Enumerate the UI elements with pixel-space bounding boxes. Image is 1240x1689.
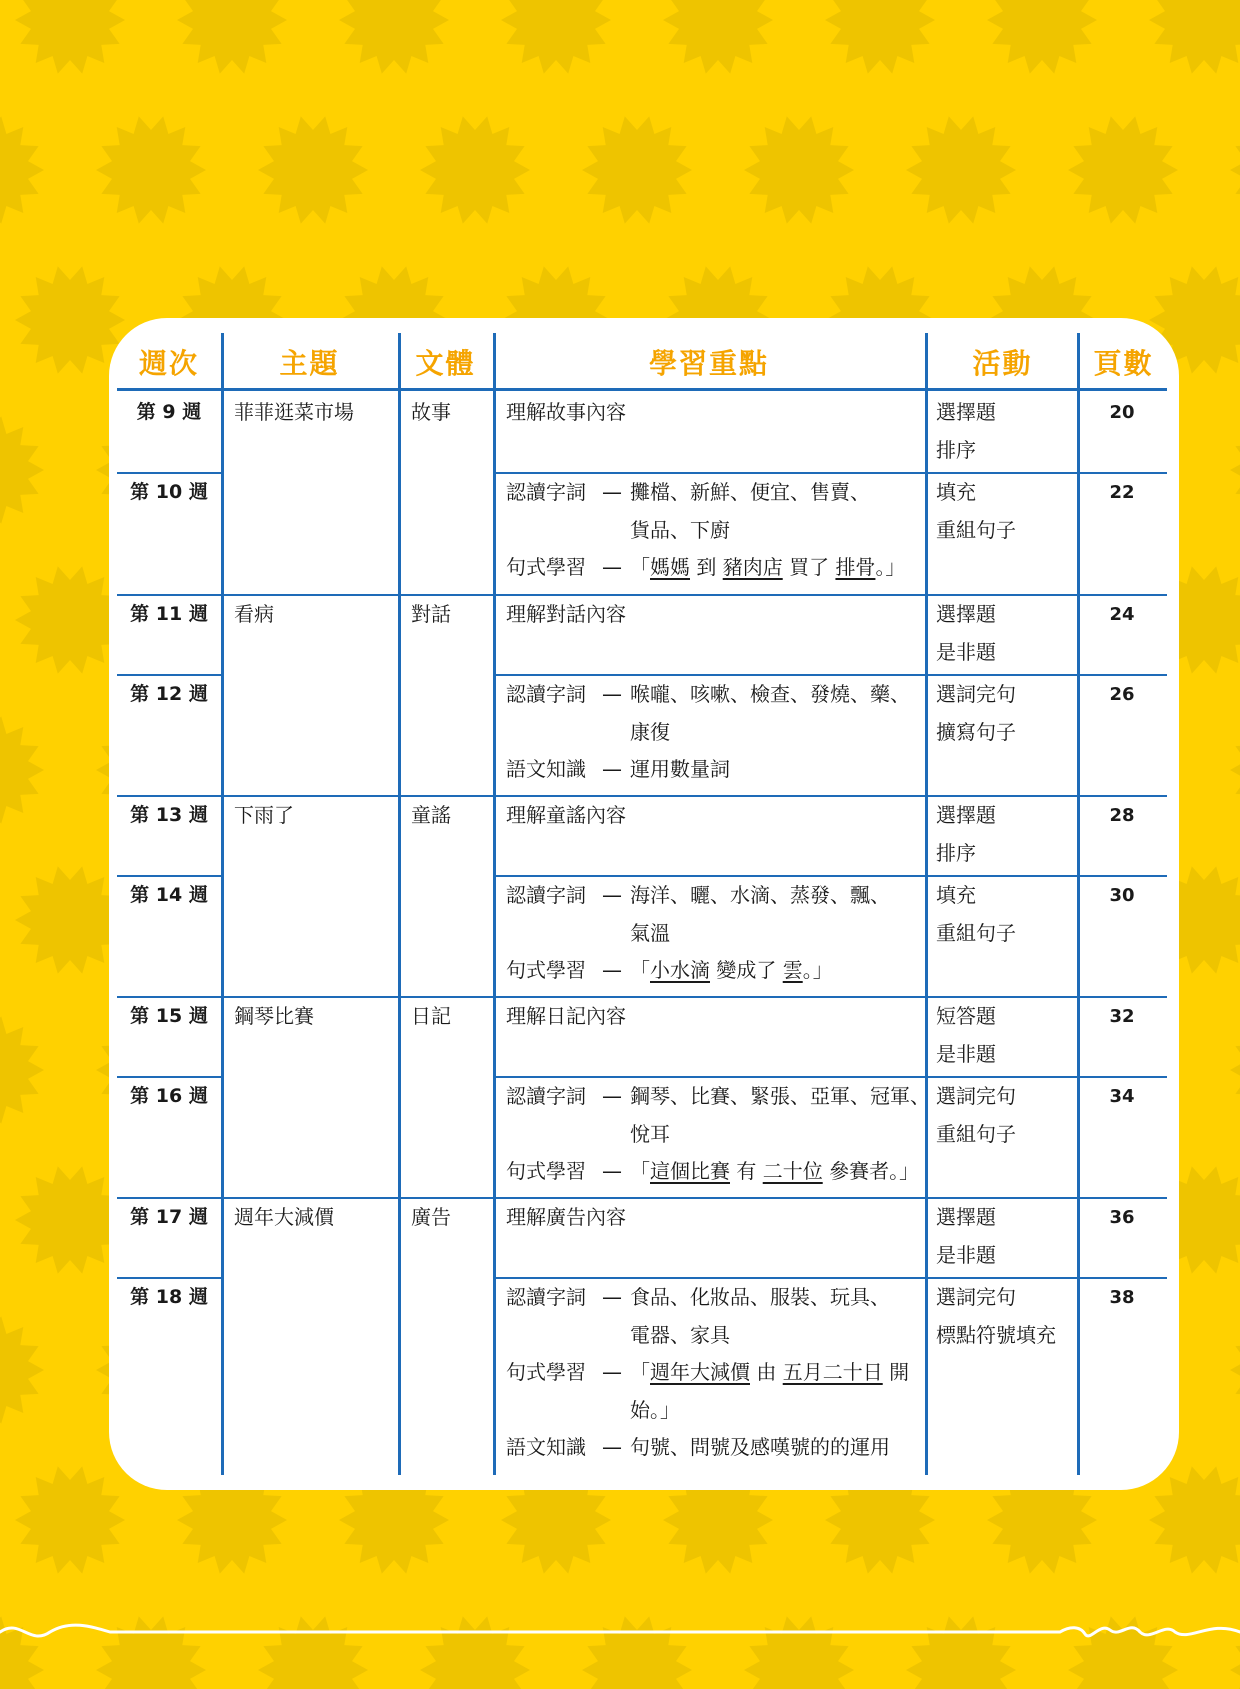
key-point-label: 認讀字詞 <box>506 1285 586 1309</box>
key-point-label: 語文知識 <box>506 1435 586 1459</box>
key-point-label: 認讀字詞 <box>506 480 586 504</box>
flower-shape <box>1068 116 1178 223</box>
key-point-content <box>630 1354 909 1392</box>
sentence-fragment: 「 <box>630 958 650 982</box>
activity-item: 標點符號填充 <box>936 1322 1056 1347</box>
flower-shape <box>15 0 125 74</box>
genre-cell: 日記 <box>411 1004 451 1028</box>
flower-shape <box>1230 1316 1240 1423</box>
key-point-row <box>506 474 870 512</box>
key-point-row <box>506 1429 890 1467</box>
sentence-underlined-phrase: 這個比賽 <box>650 1159 730 1183</box>
key-point-label: 認讀字詞 <box>506 1084 586 1108</box>
key-point-content <box>630 1153 919 1191</box>
key-point-row <box>506 751 730 789</box>
activity-item: 選擇題 <box>936 400 996 424</box>
key-point-content: 貨品、下廚 <box>630 517 730 542</box>
key-point-dash: — <box>602 1084 622 1108</box>
sentence-underlined-phrase: 媽媽 <box>650 555 690 579</box>
genre-cell: 廣告 <box>411 1205 451 1229</box>
flower-shape <box>987 0 1097 74</box>
key-point-dash: — <box>602 757 622 781</box>
flower-shape <box>663 0 773 74</box>
flower-shape <box>0 1016 44 1123</box>
week-cell: 第 9 週 <box>136 401 202 423</box>
header-page: 頁數 <box>1093 347 1154 380</box>
week-cell: 第 13 週 <box>130 804 208 826</box>
flower-shape <box>0 716 44 823</box>
key-point-content: 運用數量詞 <box>630 757 730 781</box>
key-point-content: 康復 <box>630 719 670 744</box>
sentence-fragment: 「 <box>630 555 650 579</box>
topic-cell: 菲菲逛菜市場 <box>234 400 354 424</box>
key-point-row <box>506 676 910 714</box>
key-point-continuation <box>506 1317 730 1355</box>
key-point-label: 認讀字詞 <box>506 682 586 706</box>
activity-item: 是非題 <box>936 1242 996 1267</box>
key-point-content: 電器、家具 <box>630 1322 730 1347</box>
key-point-text: 理解童謠內容 <box>506 803 626 827</box>
week-cell: 第 11 週 <box>130 603 208 625</box>
key-point-row <box>506 1354 909 1392</box>
week-cell: 第 16 週 <box>130 1085 208 1107</box>
key-point-row <box>506 1279 890 1317</box>
sentence-underlined-phrase: 排骨 <box>835 555 876 579</box>
key-point-content: 喉嚨、咳嗽、檢查、發燒、藥、 <box>630 682 910 706</box>
week-cell: 第 17 週 <box>130 1206 208 1228</box>
key-point-content <box>630 549 905 587</box>
key-point-dash: — <box>602 1360 622 1384</box>
page-number-cell: 26 <box>1109 684 1135 705</box>
key-point-content <box>630 952 833 990</box>
key-point-label: 句式學習 <box>506 958 586 982</box>
flower-shape <box>420 116 530 223</box>
sentence-fragment: 。」 <box>875 555 906 579</box>
page-number-cell: 24 <box>1109 604 1135 625</box>
flower-shape <box>1230 1016 1240 1123</box>
sentence-fragment: 。」 <box>802 958 833 982</box>
flower-shape <box>1149 1466 1240 1573</box>
key-point-row <box>506 1153 919 1191</box>
key-point-content: 悅耳 <box>630 1121 670 1146</box>
flower-shape <box>177 0 287 74</box>
sentence-underlined-phrase: 豬肉店 <box>722 555 783 579</box>
flower-shape <box>1230 716 1240 823</box>
sentence-fragment: 參賽者 <box>822 1159 890 1183</box>
genre-cell: 故事 <box>411 400 451 424</box>
week-cell: 第 18 週 <box>130 1286 208 1308</box>
topic-cell: 下雨了 <box>234 803 294 827</box>
activity-item: 是非題 <box>936 1041 996 1066</box>
topic-cell: 週年大減價 <box>234 1205 334 1229</box>
activity-item: 選擇題 <box>936 803 996 827</box>
sentence-fragment: 買了 <box>782 555 836 579</box>
sentence-underlined-phrase: 小水滴 <box>650 958 710 982</box>
header-week: 週次 <box>138 347 199 380</box>
activity-item: 填充 <box>936 883 976 907</box>
sentence-fragment: 「 <box>630 1159 650 1183</box>
flower-shape <box>339 0 449 74</box>
key-point-continuation <box>506 512 730 550</box>
activity-item: 重組句子 <box>936 1121 1016 1146</box>
genre-cell: 童謠 <box>411 803 451 827</box>
activity-item: 是非題 <box>936 639 996 664</box>
sentence-underlined-phrase: 雲 <box>782 958 803 982</box>
page-number-cell: 34 <box>1109 1086 1135 1107</box>
topic-cell: 鋼琴比賽 <box>234 1004 314 1028</box>
key-point-text: 理解對話內容 <box>506 602 626 626</box>
sentence-fragment: 到 <box>690 555 723 579</box>
key-point-dash: — <box>602 682 622 706</box>
activity-item: 選詞完句 <box>936 682 1016 706</box>
key-point-row <box>506 952 833 990</box>
page-number-cell: 36 <box>1109 1207 1135 1228</box>
flower-shape <box>1230 116 1240 223</box>
week-cell: 第 10 週 <box>130 481 208 503</box>
key-point-row <box>506 1078 930 1116</box>
key-point-dash: — <box>602 555 622 579</box>
key-point-continuation <box>506 1392 680 1430</box>
wavy-line-decoration <box>0 1612 1240 1652</box>
key-point-content: 攤檔、新鮮、便宜、售賣、 <box>630 480 870 504</box>
sentence-fragment: 開 <box>882 1360 910 1384</box>
key-point-content: 鋼琴、比賽、緊張、亞軍、冠軍、 <box>630 1084 930 1108</box>
sentence-underlined-phrase: 週年大減價 <box>650 1360 750 1384</box>
key-point-content: 始。」 <box>630 1397 680 1422</box>
key-point-label: 句式學習 <box>506 555 586 579</box>
flower-shape <box>15 1466 125 1573</box>
activity-item: 選詞完句 <box>936 1285 1016 1309</box>
activity-item: 短答題 <box>936 1004 996 1028</box>
key-point-label: 認讀字詞 <box>506 883 586 907</box>
key-point-content: 食品、化妝品、服裝、玩具、 <box>630 1285 890 1309</box>
flower-shape <box>1230 416 1240 523</box>
key-point-dash: — <box>602 1159 622 1183</box>
sentence-fragment: 由 <box>750 1360 783 1384</box>
key-point-content: 氣溫 <box>630 920 670 945</box>
column-divider <box>493 333 496 1475</box>
key-point-dash: — <box>602 883 622 907</box>
flower-shape <box>825 0 935 74</box>
activity-item: 選擇題 <box>936 602 996 626</box>
page-number-cell: 20 <box>1109 402 1135 423</box>
activity-item: 填充 <box>936 480 976 504</box>
key-point-label: 句式學習 <box>506 1159 586 1183</box>
flower-shape <box>0 116 44 223</box>
week-cell: 第 14 週 <box>130 884 208 906</box>
header-genre: 文體 <box>415 347 476 380</box>
activity-item: 重組句子 <box>936 517 1016 542</box>
genre-cell: 對話 <box>411 602 451 626</box>
key-point-dash: — <box>602 1435 622 1459</box>
key-point-label: 句式學習 <box>506 1360 586 1384</box>
sentence-fragment: 變成了 <box>710 958 783 982</box>
group-divider <box>117 594 1167 596</box>
flower-shape <box>0 1316 44 1423</box>
flower-shape <box>582 116 692 223</box>
key-point-content: 海洋、曬、水滴、蒸發、飄、 <box>630 883 890 907</box>
key-point-dash: — <box>602 1285 622 1309</box>
key-point-dash: — <box>602 480 622 504</box>
page-number-cell: 22 <box>1109 482 1135 503</box>
column-divider <box>398 333 401 1475</box>
header-activity: 活動 <box>972 347 1033 380</box>
flower-shape <box>0 416 44 523</box>
page-number-cell: 28 <box>1109 805 1135 826</box>
activity-item: 選擇題 <box>936 1205 996 1229</box>
page-number-cell: 30 <box>1109 885 1135 906</box>
key-point-text: 理解廣告內容 <box>506 1205 626 1229</box>
flower-shape <box>96 116 206 223</box>
page-number-cell: 38 <box>1109 1287 1135 1308</box>
key-point-continuation <box>506 1116 670 1154</box>
activity-item: 排序 <box>936 840 976 865</box>
key-point-continuation <box>506 714 670 752</box>
flower-shape <box>744 116 854 223</box>
week-cell: 第 15 週 <box>130 1005 208 1027</box>
activity-item: 選詞完句 <box>936 1084 1016 1108</box>
flower-shape <box>258 116 368 223</box>
key-point-row <box>506 877 890 915</box>
header-rule <box>117 388 1167 391</box>
key-point-text: 理解日記內容 <box>506 1004 626 1028</box>
topic-cell: 看病 <box>234 602 274 626</box>
flower-shape <box>906 116 1016 223</box>
activity-item: 重組句子 <box>936 920 1016 945</box>
sentence-fragment: 有 <box>730 1159 763 1183</box>
week-cell: 第 12 週 <box>130 683 208 705</box>
key-point-label: 語文知識 <box>506 757 586 781</box>
activity-item: 擴寫句子 <box>936 719 1016 744</box>
sentence-underlined-phrase: 五月二十日 <box>782 1360 883 1384</box>
key-point-continuation <box>506 915 670 953</box>
key-point-dash: — <box>602 958 622 982</box>
header-key-points: 學習重點 <box>648 347 769 380</box>
column-divider <box>221 333 224 1475</box>
activity-item: 排序 <box>936 437 976 462</box>
key-point-row <box>506 549 905 587</box>
key-point-text: 理解故事內容 <box>506 400 626 424</box>
column-divider <box>925 333 928 1475</box>
flower-shape <box>501 0 611 74</box>
page-number-cell: 32 <box>1109 1006 1135 1027</box>
flower-shape <box>15 266 125 373</box>
sentence-underlined-phrase: 二十位 <box>762 1159 823 1183</box>
flower-shape <box>1149 0 1240 74</box>
header-topic: 主題 <box>279 347 340 380</box>
sentence-fragment: 「 <box>630 1360 650 1384</box>
sentence-fragment: 。」 <box>889 1159 920 1183</box>
key-point-content: 句號、問號及感嘆號的的運用 <box>630 1435 890 1459</box>
